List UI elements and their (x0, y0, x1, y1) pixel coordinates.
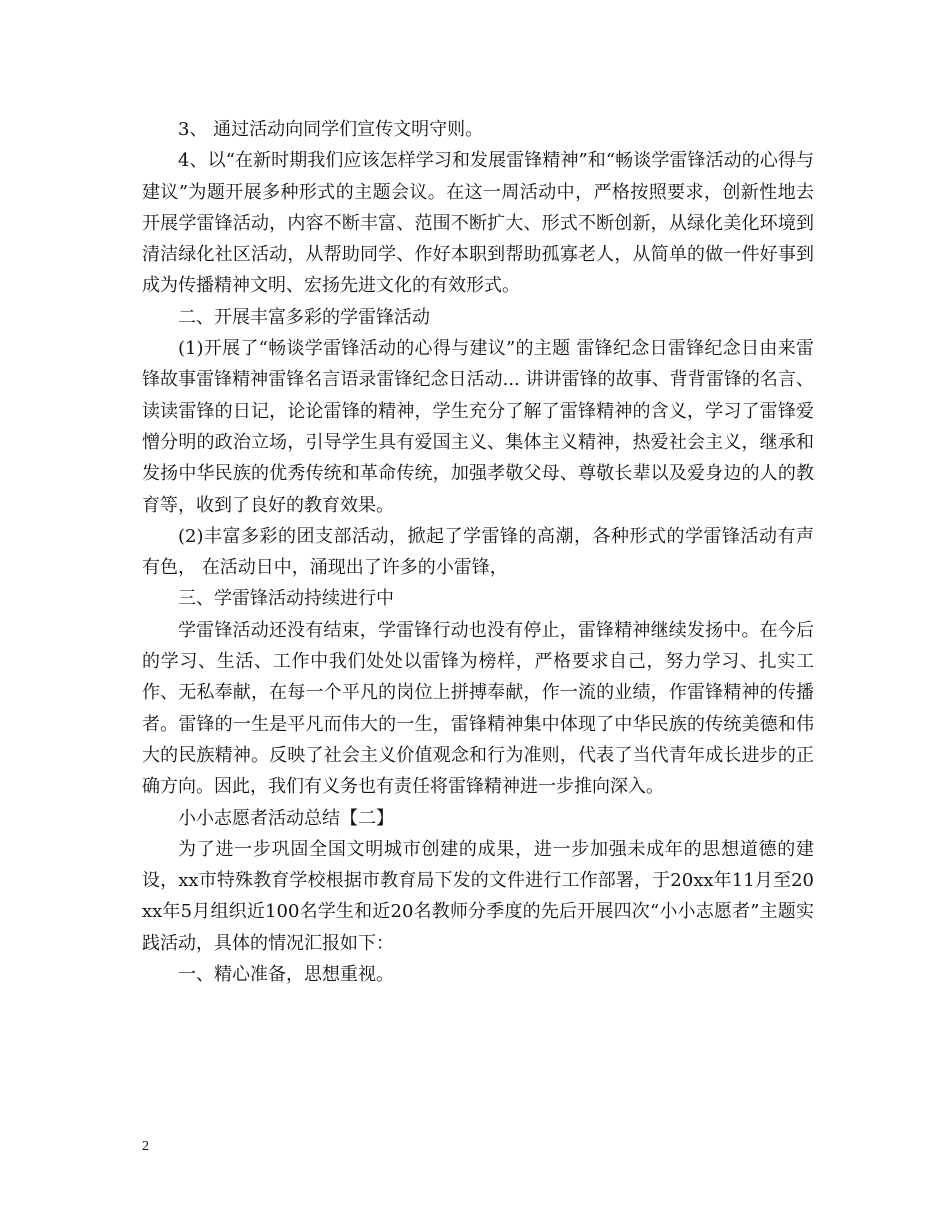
summary-title: 小小志愿者活动总结【二】 (178, 807, 394, 829)
paragraph-continuing: 学雷锋活动还没有结束，学雷锋行动也没有停止，雷锋精神继续发扬中。在今后的学习、生活、工作中我们处处以雷锋为榜样，严格要求自己，努力学习、扎实工作、无私奉献，在每一个平凡的岗位上拼搏奉献，作一流的业绩，作雷锋精神的传播者。雷锋的一生是平凡而伟大的一生，雷锋精神集中体现了中华民族的传统美德和伟大的民族精神。反映了社会主义价值观念和行为准则，代表了当代青年成长进步的正确方向。因此，我们有义务也有责任将雷锋精神进一步推向深入。 (142, 619, 814, 798)
paragraph-volunteer-intro: 为了进一步巩固全国文明城市创建的成果，进一步加强未成年的思想道德的建设，xx市特殊教育学校根据市教育局下发的文件进行工作部署，于20xx年11月至20xx年5月组织近100名学生和近20名教师分季度的先后开展四次“小小志愿者”主题实践活动，具体的情况汇报如下： (142, 838, 814, 954)
document-body (142, 114, 814, 990)
paragraph-item-4: 4、以“在新时期我们应该怎样学习和发展雷锋精神”和“畅谈学雷锋活动的心得与建议”为题开展多种形式的主题会议。在这一周活动中，严格按照要求，创新性地去开展学雷锋活动，内容不断丰富、范围不断扩大、形式不断创新，从绿化美化环境到清洁绿化社区活动，从帮助同学、作好本职到帮助孤寡老人，从简单的做一件好事到成为传播精神文明、宏扬先进文化的有效形式。 (142, 150, 814, 297)
paragraph-activity-1: (1)开展了“畅谈学雷锋活动的心得与建议”的主题 雷锋纪念日雷锋纪念日由来雷锋故事雷锋精神雷锋名言语录雷锋纪念日活动... 讲讲雷锋的故事、背背雷锋的名言、读读雷锋的日记，论论雷锋的精神，学生充分了解了雷锋精神的含义，学习了雷锋爱憎分明的政治立场，引导学生具有爱国主义、集体主义精神，热爱社会主义，继承和发扬中华民族的优秀传统和革命传统，加强孝敬父母、尊敬长辈以及爱身边的人的教育等，收到了良好的教育效果。 (142, 338, 814, 516)
paragraph-item-3: 3、 通过活动向同学们宣传文明守则。 (178, 119, 484, 140)
section-heading-3: 三、学雷锋活动持续进行中 (178, 588, 394, 610)
paragraph-activity-2: (2)丰富多彩的团支部活动，掀起了学雷锋的高潮，各种形式的学雷锋活动有声有色， 在活动日中，涌现出了许多的小雷锋， (142, 525, 814, 579)
page-number: 2 (142, 1139, 149, 1154)
section-heading-preparation: 一、精心准备，思想重视。 (178, 964, 394, 986)
section-heading-2: 二、开展丰富多彩的学雷锋活动 (178, 306, 430, 328)
